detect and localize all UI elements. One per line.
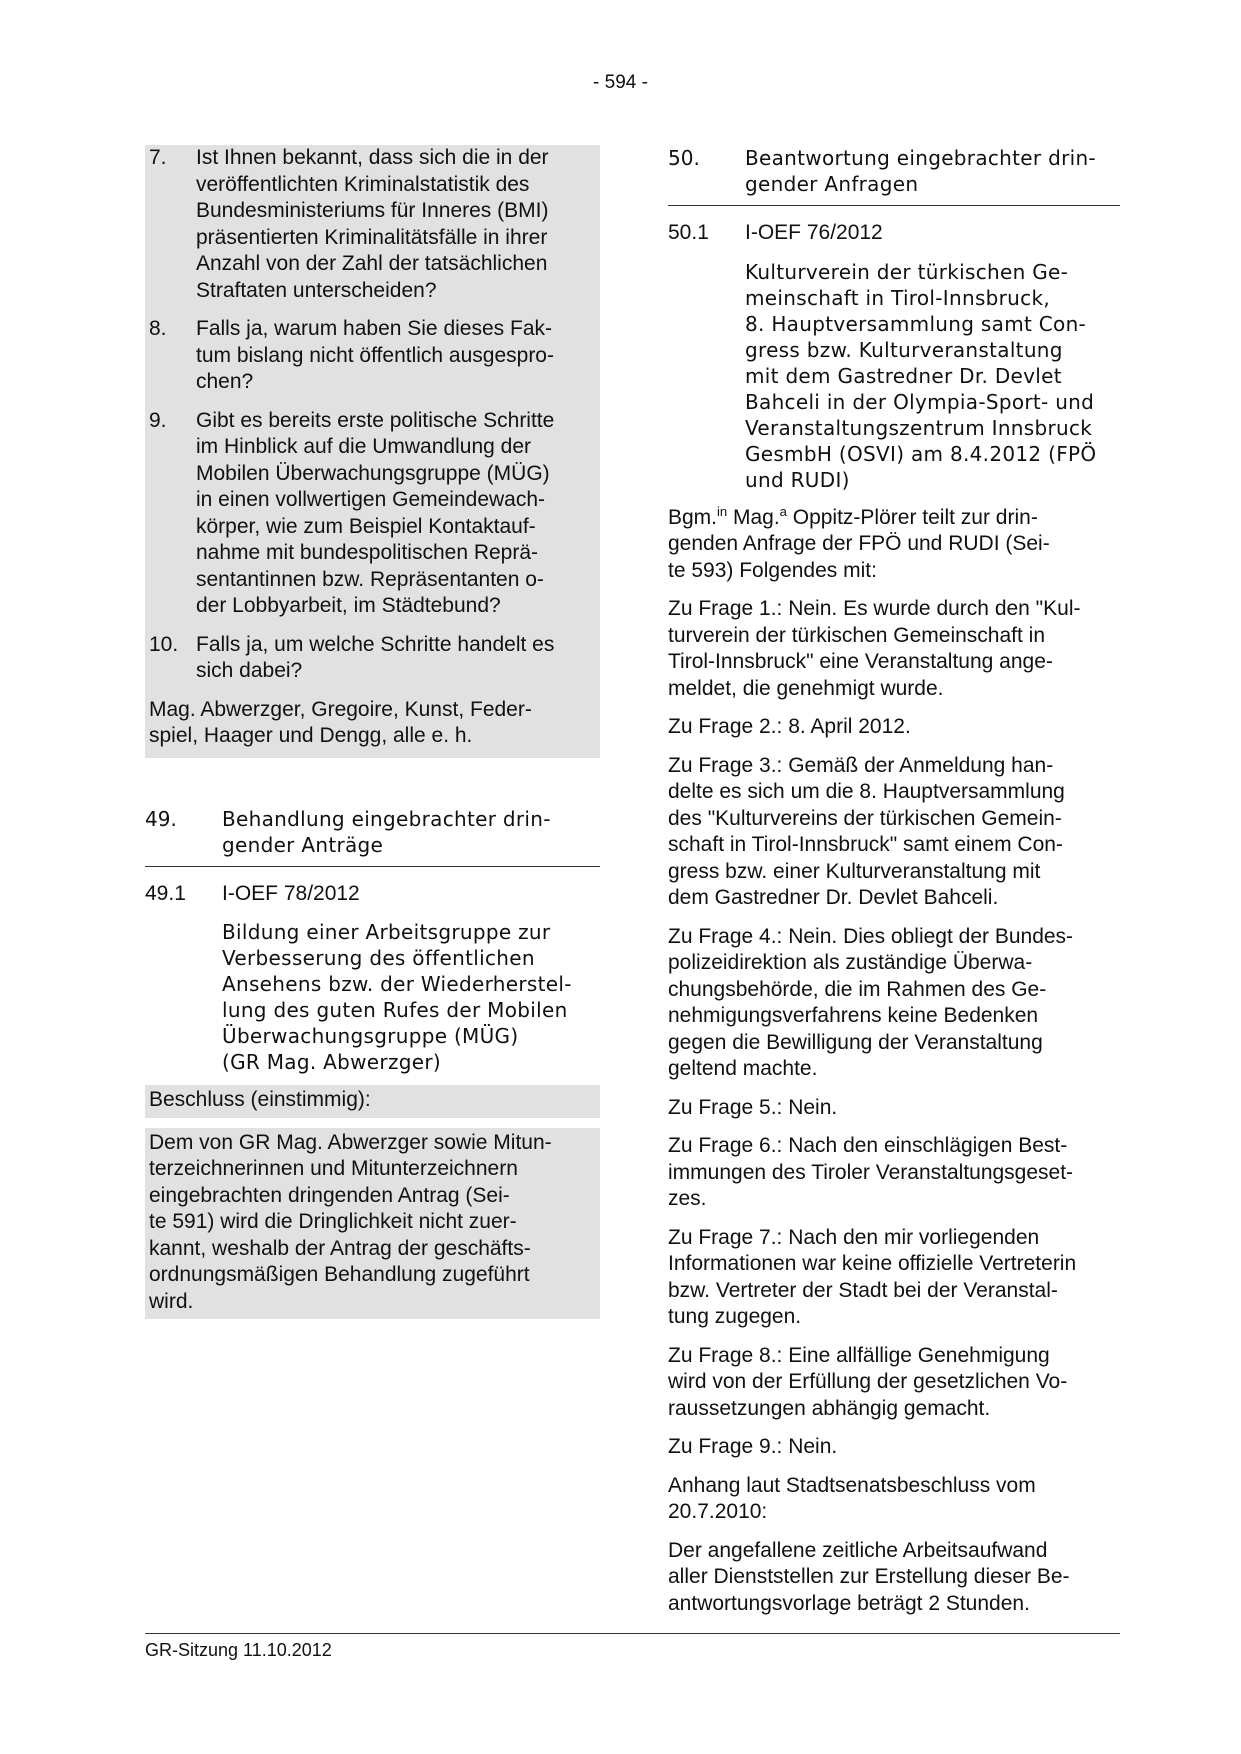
item-number: 50.1 bbox=[668, 221, 709, 244]
right-column bbox=[668, 145, 1120, 1617]
questions-block bbox=[145, 145, 600, 758]
intro-prefix: Bgm. bbox=[668, 505, 718, 529]
answer-paragraph: Zu Frage 5.: Nein. bbox=[668, 1095, 838, 1119]
question-number: 7. bbox=[149, 146, 167, 169]
item-title: Kulturverein der türkischen Ge- meinschaft in Tirol-Innsbruck, 8. Hauptversammlung samt Con- gress bzw. Kulturveranstaltung mit dem Gastredner Dr. Devlet Bahceli in der Olympia-Sport- und Veranstaltungszentrum Innsbruck GesmbH (OSVI) am 8.4.2012 (FPÖ und RUDI) bbox=[745, 259, 1097, 492]
question-item bbox=[149, 145, 600, 304]
left-column bbox=[145, 145, 600, 1319]
intro-title-sup: a bbox=[779, 503, 787, 519]
question-text: Ist Ihnen bekannt, dass sich die in der veröffentlichten Kriminalstatistik des Bundesministeriums für Inneres (BMI) präsentierten Kriminalitätsfälle in ihrer Anzahl von der Zahl der tatsächlichen Straftaten unterscheiden? bbox=[196, 146, 549, 302]
question-item bbox=[149, 408, 600, 620]
answer-paragraph: Zu Frage 7.: Nach den mir vorliegenden Informationen war keine offizielle Vertreterin bzw. Vertreter der Stadt bei der Veranstal- tung zugegen. bbox=[668, 1225, 1077, 1328]
question-item bbox=[149, 632, 600, 685]
item-title: Bildung einer Arbeitsgruppe zur Verbesserung des öffentlichen Ansehens bzw. der Wiederherstel- lung des guten Rufes der Mobilen Überwachungsgruppe (MÜG) (GR Mag. Abwerzger) bbox=[222, 920, 572, 1074]
section-title: Beantwortung eingebrachter drin- gender Anfragen bbox=[745, 146, 1096, 196]
question-item bbox=[149, 316, 600, 396]
section-heading-50 bbox=[668, 145, 1120, 206]
answer-paragraph: Zu Frage 4.: Nein. Dies obliegt der Bundes- polizeidirektion als zuständige Überwa- chungsbehörde, die im Rahmen des Ge- nehmigungsverfahrens keine Bedenken gegen die Bewilligung der Veranstaltung geltend machte. bbox=[668, 924, 1074, 1080]
question-number: 8. bbox=[149, 317, 167, 340]
intro-paragraph bbox=[668, 505, 1120, 585]
item-reference: I-OEF 76/2012 bbox=[745, 221, 883, 244]
answer-paragraph: Zu Frage 1.: Nein. Es wurde durch den "Kul- turverein der türkischen Gemeinschaft in Tirol-Innsbruck" eine Veranstaltung ange- meldet, die genehmigt wurde. bbox=[668, 597, 1081, 700]
question-text: Falls ja, warum haben Sie dieses Fak- tum bislang nicht öffentlich ausgespro- chen? bbox=[196, 317, 554, 393]
answer-paragraph: Zu Frage 2.: 8. April 2012. bbox=[668, 715, 911, 738]
page-number: - 594 - bbox=[593, 72, 648, 93]
item-header bbox=[145, 881, 600, 908]
item-number: 49.1 bbox=[145, 881, 186, 905]
question-number: 10. bbox=[149, 632, 179, 656]
item-header bbox=[668, 220, 1120, 247]
answer-paragraph: Zu Frage 9.: Nein. bbox=[668, 1435, 838, 1458]
answer-paragraph: Zu Frage 8.: Eine allfällige Genehmigung wird von der Erfüllung der gesetzlichen Vo- raussetzungen abhängig gemacht. bbox=[668, 1343, 1068, 1420]
intro-prefix-sup: in bbox=[717, 503, 728, 519]
resolution-label: Beschluss (einstimmig): bbox=[145, 1085, 600, 1118]
question-text: Falls ja, um welche Schritte handelt es sich dabei? bbox=[196, 632, 555, 682]
section-title: Behandlung eingebrachter drin- gender Anträge bbox=[222, 806, 551, 857]
question-number: 9. bbox=[149, 408, 167, 432]
question-text: Gibt es bereits erste politische Schritte im Hinblick auf die Umwandlung der Mobilen Überwachungsgruppe (MÜG) in einen vollwertigen Gemeindewach- körper, wie zum Beispiel Kontaktauf- nahme mit bundespolitischen Reprä- sentantinnen bzw. Repräsentanten o- der Lobbyarbeit, im Städtebund? bbox=[196, 408, 555, 617]
intro-rest: Oppitz-Plörer teilt zur drin- genden Anfrage der FPÖ und RUDI (Sei- te 593) Folgendes mit: bbox=[668, 505, 1050, 582]
answer-paragraph: Zu Frage 3.: Gemäß der Anmeldung han- delte es sich um die 8. Hauptversammlung des "Kulturvereins der türkischen Gemein- schaft in Tirol-Innsbruck" samt einem Con- gress bzw. einer Kulturveranstaltung mit dem Gastredner Dr. Devlet Bahceli. bbox=[668, 753, 1065, 909]
appendix-text: Der angefallene zeitliche Arbeitsaufwand aller Dienststellen zur Erstellung dieser Be- antwortungsvorlage beträgt 2 Stunden. bbox=[668, 1538, 1070, 1615]
appendix-label: Anhang laut Stadtsenatsbeschluss vom 20.7.2010: bbox=[668, 1473, 1036, 1523]
section-heading-49 bbox=[145, 806, 600, 867]
section-number: 50. bbox=[668, 146, 700, 170]
section-number: 49. bbox=[145, 806, 177, 831]
signers: Mag. Abwerzger, Gregoire, Kunst, Feder- spiel, Haager und Dengg, alle e. h. bbox=[149, 697, 532, 747]
resolution-text: Dem von GR Mag. Abwerzger sowie Mitun- terzeichnerinnen und Mitunterzeichnern eingebrachten dringenden Antrag (Sei- te 591) wird die Dringlichkeit nicht zuer- kannt, weshalb der Antrag der geschäfts- ordnungsmäßigen Behandlung zugeführt wird. bbox=[145, 1128, 600, 1320]
intro-title: Mag. bbox=[727, 505, 780, 529]
footer: GR-Sitzung 11.10.2012 bbox=[145, 1633, 1120, 1661]
answer-paragraph: Zu Frage 6.: Nach den einschlägigen Best- immungen des Tiroler Veranstaltungsgeset- zes. bbox=[668, 1134, 1074, 1210]
item-reference: I-OEF 78/2012 bbox=[222, 881, 360, 905]
